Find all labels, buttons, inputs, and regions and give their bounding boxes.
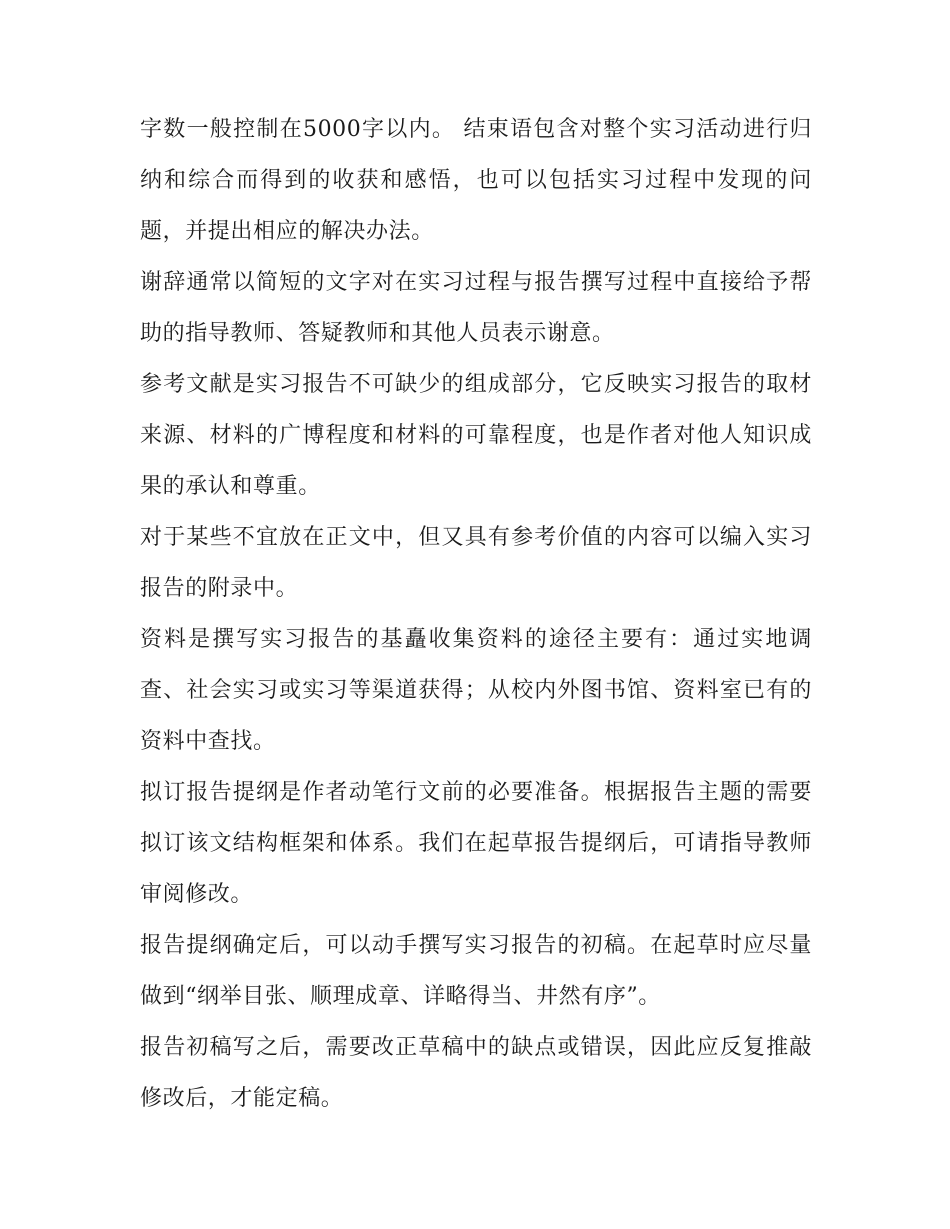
document-body xyxy=(140,104,812,1124)
paragraph-first-draft: 报告提纲确定后，可以动手撰写实习报告的初稿。在起草时应尽量做到“纲举目张、顺理成章、详略得当、井然有序”。 xyxy=(140,933,812,1009)
paragraph-references: 参考文献是实习报告不可缺少的组成部分，它反映实习报告的取材来源、材料的广博程度和材料的可靠程度，也是作者对他人知识成果的承认和尊重。 xyxy=(140,372,812,499)
paragraph-outline: 拟订报告提纲是作者动笔行文前的必要准备。根据报告主题的需要拟订该文结构框架和体系。我们在起草报告提纲后，可请指导教师审阅修改。 xyxy=(140,780,812,907)
paragraph-revision: 报告初稿写之后，需要改正草稿中的缺点或错误，因此应反复推敲修改后，才能定稿。 xyxy=(140,1035,812,1111)
paragraph-materials: 资料是撰写实习报告的基矗收集资料的途径主要有：通过实地调查、社会实习或实习等渠道获得；从校内外图书馆、资料室已有的资料中查找。 xyxy=(140,627,812,754)
paragraph-acknowledgements: 谢辞通常以简短的文字对在实习过程与报告撰写过程中直接给予帮助的指导教师、答疑教师和其他人员表示谢意。 xyxy=(140,270,812,346)
paragraph-conclusion: 字数一般控制在5000字以内。 结束语包含对整个实习活动进行归纳和综合而得到的收获和感悟，也可以包括实习过程中发现的问题，并提出相应的解决办法。 xyxy=(140,117,812,244)
paragraph-appendix: 对于某些不宜放在正文中，但又具有参考价值的内容可以编入实习报告的附录中。 xyxy=(140,525,812,601)
